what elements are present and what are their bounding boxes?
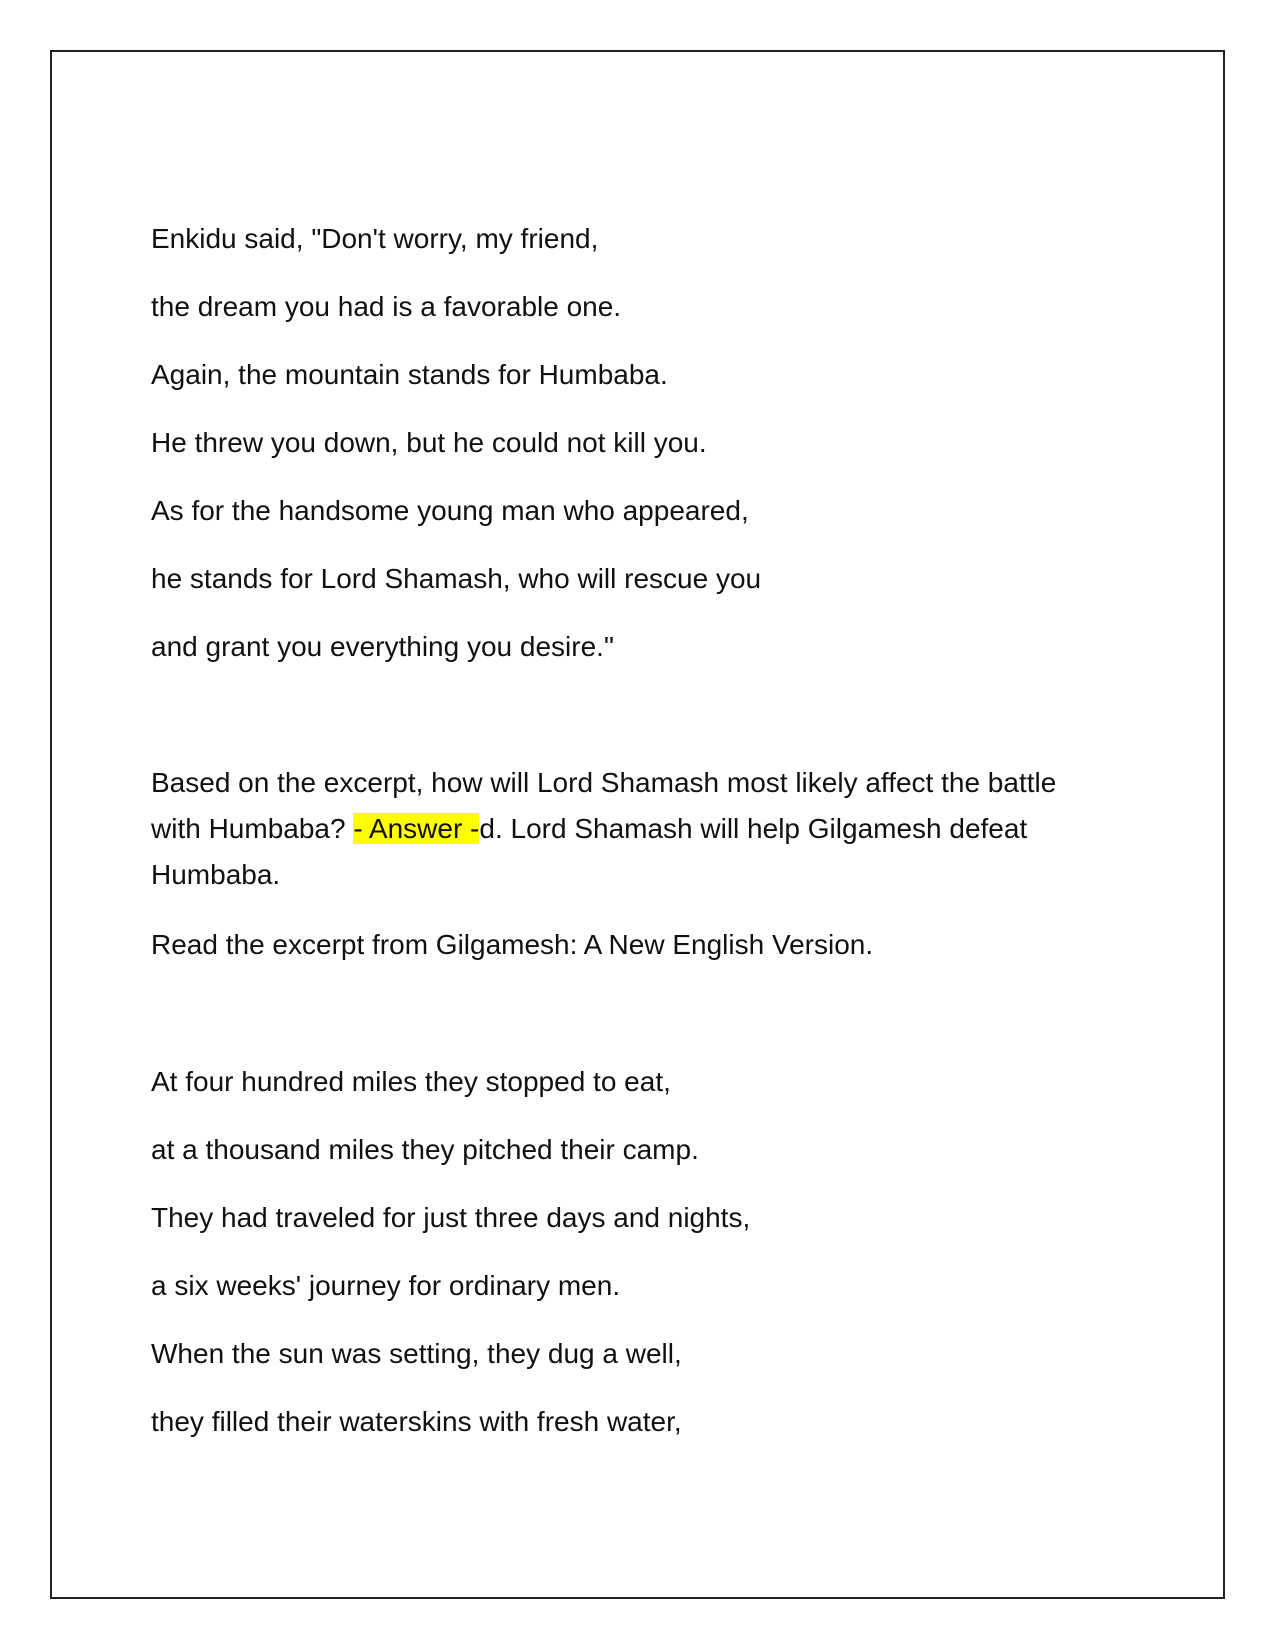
excerpt1-line: Again, the mountain stands for Humbaba. [151,359,668,390]
excerpt2-line: At four hundred miles they stopped to eat, [151,1066,671,1097]
excerpt2-line: They had traveled for just three days and nights, [151,1202,751,1233]
excerpt2-line: they filled their waterskins with fresh water, [151,1406,682,1437]
answer-label: - Answer - [353,813,480,844]
excerpt1-line: As for the handsome young man who appeared, [151,495,749,526]
excerpt2-line: a six weeks' journey for ordinary men. [151,1270,621,1301]
excerpt1-line: and grant you everything you desire." [151,631,614,662]
excerpt1-line: the dream you had is a favorable one. [151,291,622,322]
instruction-text: Read the excerpt from Gilgamesh: A New English Version. [151,929,874,960]
excerpt1-line: He threw you down, but he could not kill you. [151,427,707,458]
excerpt1-line: Enkidu said, "Don't worry, my friend, [151,223,599,254]
answer-text: d. Lord Shamash will help Gilgamesh defeat Humbaba. [151,813,1028,890]
excerpt2-line: at a thousand miles they pitched their camp. [151,1134,699,1165]
excerpt1-line: he stands for Lord Shamash, who will rescue you [151,563,762,594]
question-paragraph [151,760,1111,898]
excerpt2-line: When the sun was setting, they dug a well, [151,1338,682,1369]
question-prompt: Based on the excerpt, how will Lord Shamash most likely affect the battle with Humbaba? [151,767,1057,844]
